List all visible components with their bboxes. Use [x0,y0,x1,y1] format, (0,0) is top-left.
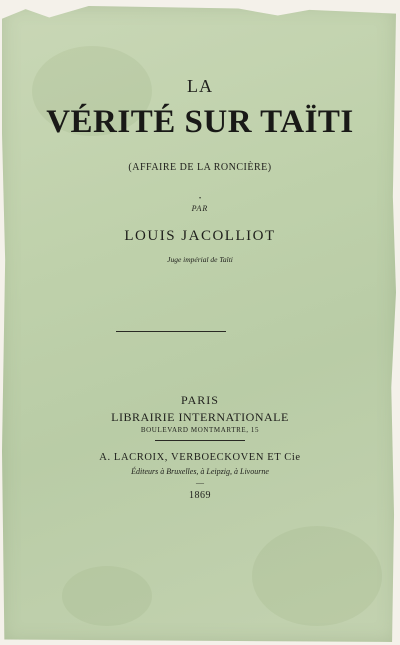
author-role: Juge impérial de Taïti [167,255,233,264]
paper-stain [62,566,152,626]
book-subtitle: (AFFAIRE DE LA RONCIÈRE) [128,162,272,173]
divider-rule-small [155,440,245,441]
author-name: LOUIS JACOLLIOT [124,228,276,244]
library-name: LIBRAIRIE INTERNATIONALE [111,410,289,424]
by-label: PAR [191,204,209,213]
title-article: LA [187,76,213,96]
publication-year: 1869 [189,490,211,501]
library-address: BOULEVARD MONTMARTRE, 15 [140,426,260,434]
book-cover [2,6,396,642]
book-title: VÉRITÉ SUR TAÏTI [46,104,354,140]
divider-rule [116,331,226,332]
paper-stain [252,526,382,626]
ornament: • [198,196,202,202]
publisher-name: A. LACROIX, VERBOECKOVEN ET Cie [99,452,301,463]
publisher-locations: Éditeurs à Bruxelles, à Leipzig, à Livourne [131,467,269,476]
publication-city: PARIS [181,393,219,407]
dash-separator: — [196,478,204,487]
